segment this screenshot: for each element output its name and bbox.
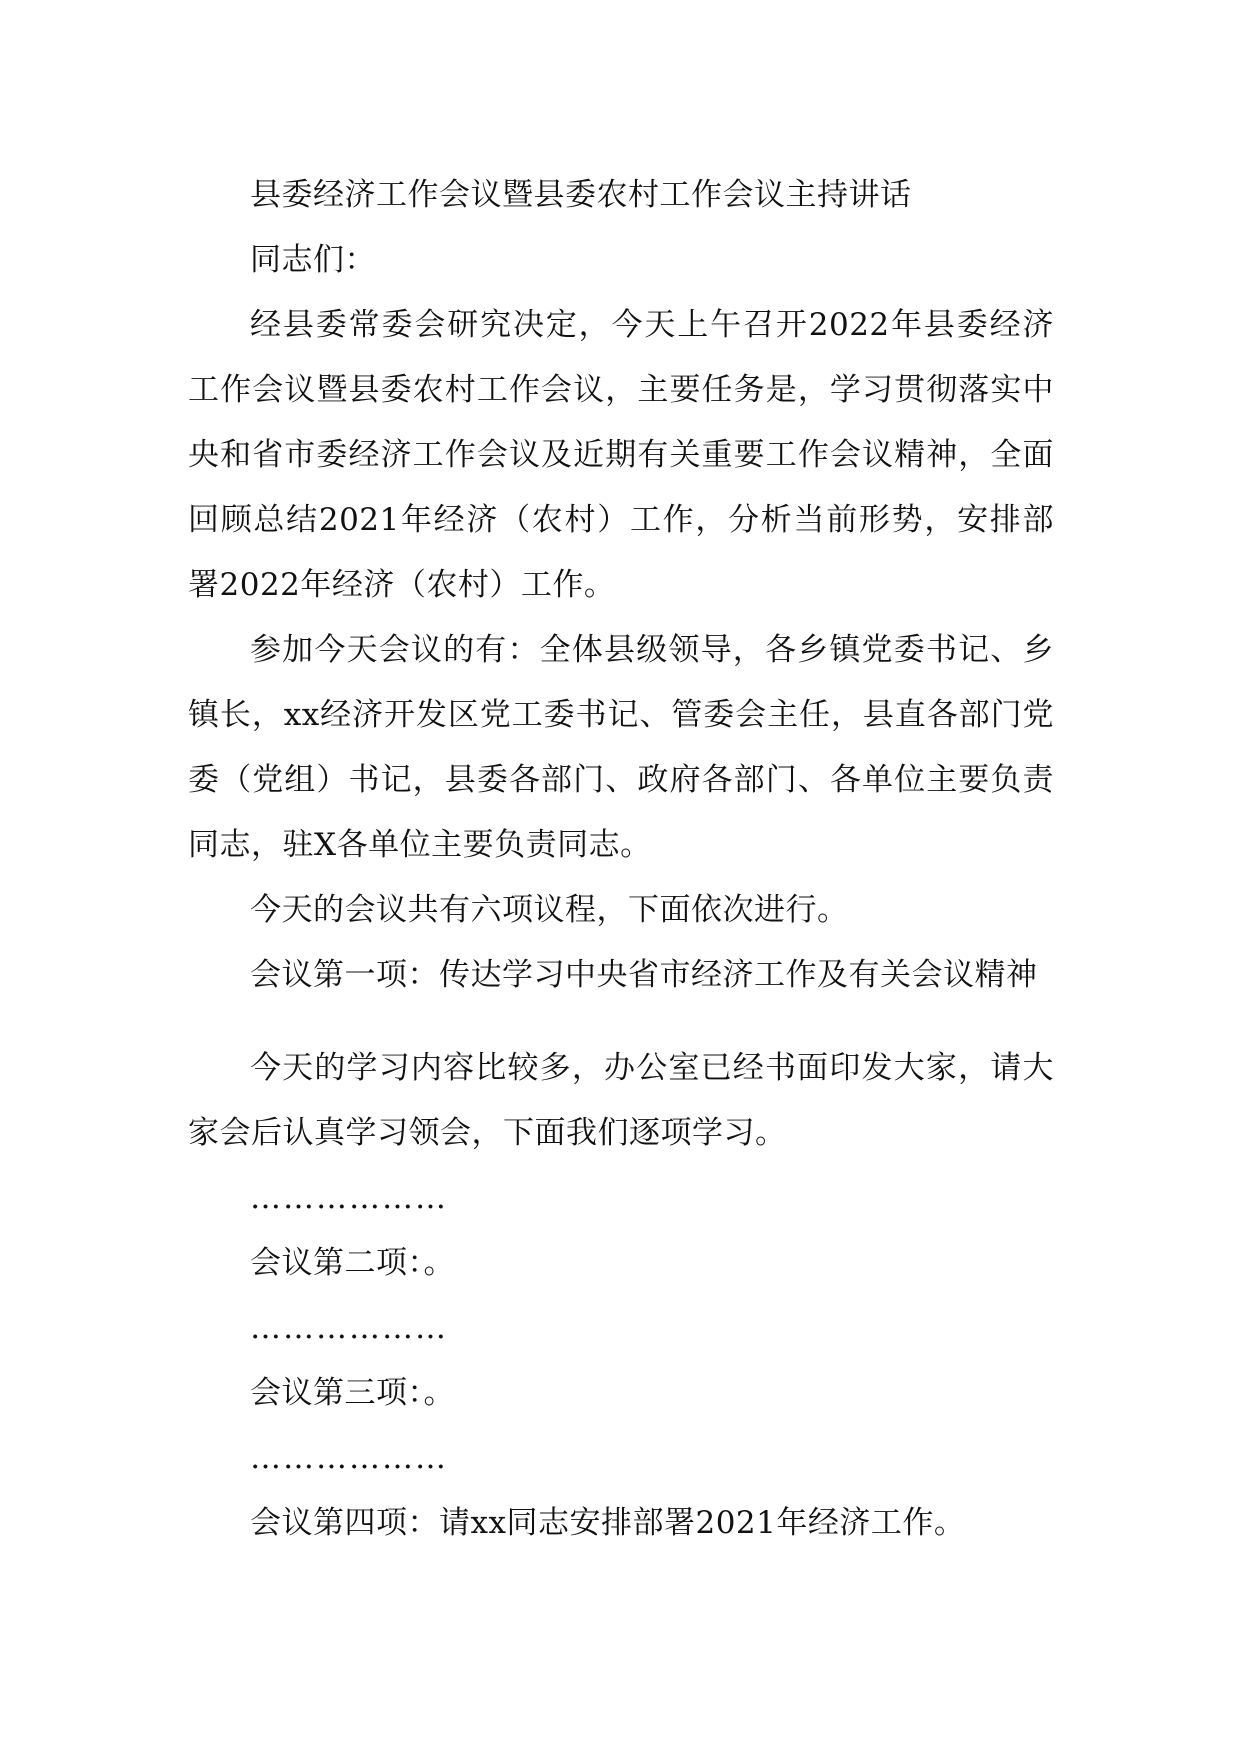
agenda-item-3: 会议第三项：。 xyxy=(250,1375,455,1411)
ellipsis-2: ……………… xyxy=(250,1310,448,1346)
study-paragraph: 今天的学习内容比较多，办公室已经书面印发大家，请大家会后认真学习领会，下面我们逐项学习。 xyxy=(188,1050,1054,1151)
intro-paragraph: 经县委常委会研究决定，今天上午召开2022年县委经济工作会议暨县委农村工作会议，主要任务是，学习贯彻落实中央和省市委经济工作会议及近期有关重要工作会议精神，全面回顾总结2021年经济（农村）工作，分析当前形势，安排部署2022年经济（农村）工作。 xyxy=(188,307,1054,603)
salutation: 同志们： xyxy=(250,242,376,278)
ellipsis-1: ……………… xyxy=(250,1180,448,1216)
attendees-paragraph: 参加今天会议的有：全体县级领导，各乡镇党委书记、乡镇长，xx经济开发区党工委书记、管委会主任，县直各部门党委（党组）书记，县委各部门、政府各部门、各单位主要负责同志，驻X各单位主要负责同志。 xyxy=(188,632,1054,863)
agenda-item-2: 会议第二项：。 xyxy=(250,1245,455,1281)
agenda-item-4: 会议第四项：请xx同志安排部署2021年经济工作。 xyxy=(250,1505,966,1541)
agenda-paragraph: 今天的会议共有六项议程，下面依次进行。 xyxy=(250,892,849,928)
document-title: 县委经济工作会议暨县委农村工作会议主持讲话 xyxy=(250,177,912,213)
ellipsis-3: ……………… xyxy=(250,1440,448,1476)
agenda-item-1: 会议第一项：传达学习中央省市经济工作及有关会议精神 xyxy=(250,957,1038,993)
